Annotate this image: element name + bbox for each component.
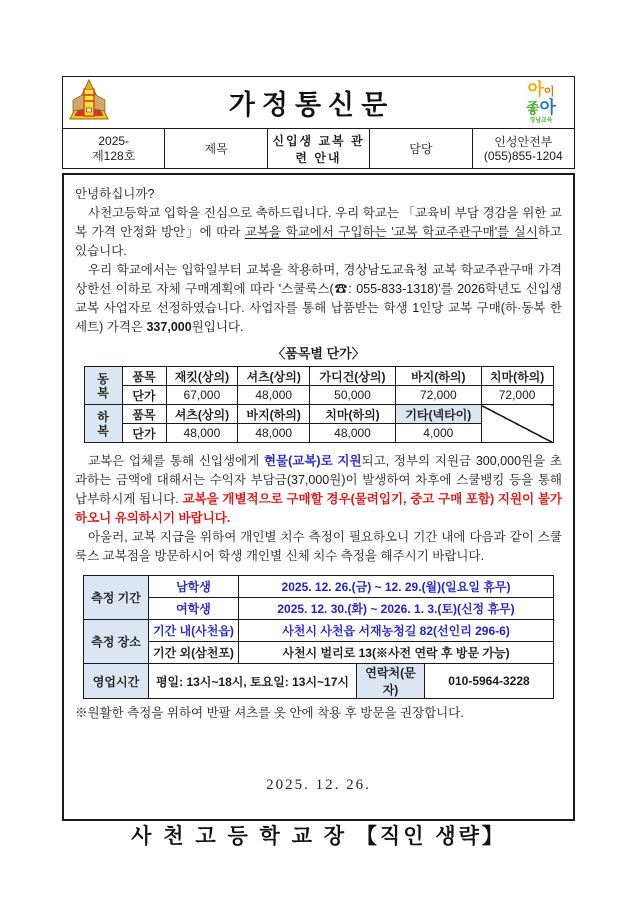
- intro-paragraph: 사천고등학교 입학을 진심으로 축하드립니다. 우리 학교는 「교육비 부담 경감을 위한 교복 가격 안정화 방안」에 따라 교복을 학교에서 구입하는 '교복 학교주관구매'를 실시하고 있습니다.: [75, 206, 562, 258]
- summer-prices-row: 단가 48,000 48,000 48,000 4,000: [84, 424, 553, 443]
- winter-items-row: 동복 품목 재킷(상의) 셔츠(상의) 가디건(상의) 바지(하의) 치마(하의): [84, 367, 553, 386]
- red-warning: 교복을 개별적으로 구매할 경우(물려입기, 중고 구매 포함) 지원이 불가하오니 유의하시기 바랍니다.: [75, 492, 562, 525]
- greeting-paragraph: 안녕하십니까?: [75, 187, 155, 201]
- school-crest-icon: [69, 79, 109, 126]
- header-table: [62, 76, 575, 169]
- blue-highlight: 현물(교복)로 지원: [263, 454, 362, 468]
- summer-items-row: 하복 품목 셔츠(상의) 바지(하의) 치마(하의) 기타(넥타이): [84, 405, 553, 424]
- issue-number: 2025- 제128호: [63, 129, 165, 169]
- male-period-row: 측정 기간 남학생 2025. 12. 26.(금) ~ 12. 29.(월)(일요일 휴무): [83, 576, 553, 598]
- total-price: 337,000: [146, 320, 192, 334]
- hours-row: 영업시간 평일: 13시~18시, 토요일: 13시~17시 연락처(문자) 010-5964-3228: [83, 664, 553, 699]
- place-outside-row: 기간 외(삼천포) 사천시 벌리로 13(※사전 연락 후 방문 가능): [83, 642, 553, 664]
- schedule-table: [83, 575, 554, 699]
- footnote: ※원활한 측정을 위하여 반팔 셔츠를 옷 안에 착용 후 방문을 권장합니다.: [75, 706, 464, 720]
- logo-caption: 경남교육: [529, 118, 553, 124]
- manager-label: 담당: [370, 129, 472, 169]
- document-frame: [62, 76, 575, 848]
- support-paragraph: 교복은 업체를 통해 신입생에게 현물(교복)로 지원되고, 정부의 지원금 300,000원을 초과하는 금액에 대해서는 수익자 부담금(37,000원)이 발생하여 차후에 스쿨뱅킹 등을 통해 납부하시게 됩니다. 교복을 개별적으로 구매할 경우(물려입기, 중고 구매 포함) 지원이 불가하오니 유의하시기 바랍니다.: [75, 454, 562, 525]
- principal-signature: 사 천 고 등 학 교 장 【직인 생략】: [131, 825, 506, 848]
- place-header: 측정 장소: [83, 620, 148, 664]
- empty-diagonal-cell: [481, 405, 553, 443]
- period-header: 측정 기간: [83, 576, 148, 620]
- female-period-row: 여학생 2025. 12. 30.(화) ~ 2026. 1. 3.(토)(신정 휴무): [83, 598, 553, 620]
- manager-contact: [472, 129, 574, 169]
- issue-date: 2025. 12. 26.: [266, 777, 371, 793]
- price-table: [84, 366, 554, 443]
- header-title-row: [63, 77, 575, 129]
- price-table-title: 〈품목별 단가〉: [272, 346, 365, 361]
- page-title: 가정통신문: [228, 90, 395, 120]
- winter-prices-row: 단가 67,000 48,000 50,000 72,000 72,000: [84, 386, 553, 405]
- subject-label: 제목: [165, 129, 267, 169]
- winter-group-label: 동복: [84, 367, 122, 405]
- measurement-paragraph: 아울러, 교복 지급을 위하여 개인별 치수 측정이 필요하오니 기간 내에 다음과 같이 스쿨룩스 교복점을 방문하시어 학생 개인별 신체 치수 측정을 해주시기 바랍니다.: [75, 530, 562, 563]
- underlined-phrase: 교복을 학교에서 구입하는 '교복 학교주관구매'를 실시: [244, 225, 538, 239]
- manager-dept: 인성안전부: [494, 134, 553, 149]
- place-inside-row: 측정 장소 기간 내(사천읍) 사천시 사천읍 서재농청길 82(선인리 296-6): [83, 620, 553, 642]
- body-box: [62, 173, 575, 848]
- document-subject: 신입생 교복 관련 안내: [267, 129, 369, 169]
- summer-group-label: 하복: [84, 405, 122, 443]
- manager-phone: (055)855-1204: [483, 148, 563, 163]
- contact-phone: 010-5964-3228: [424, 664, 553, 699]
- gyeongnam-education-logo: 아이 좋아 경남교육: [514, 81, 568, 124]
- vendor-paragraph: 우리 학교에서는 입학일부터 교복을 착용하며, 경상남도교육청 교복 학교주관구매 가격 상한선 이하로 자체 구매계획에 따라 '스쿨룩스(☎: 055-833-1318)'를 2026학년도 신입생 교복 사업자로 선정하였습니다. 사업자를 통해 납품받는 학생 1인당 교복 구매(하·동복 한 세트) 가격은 337,000원입니다.: [75, 263, 562, 334]
- contact-header: 연락처(문자): [356, 664, 424, 699]
- hours-header: 영업시간: [83, 664, 148, 699]
